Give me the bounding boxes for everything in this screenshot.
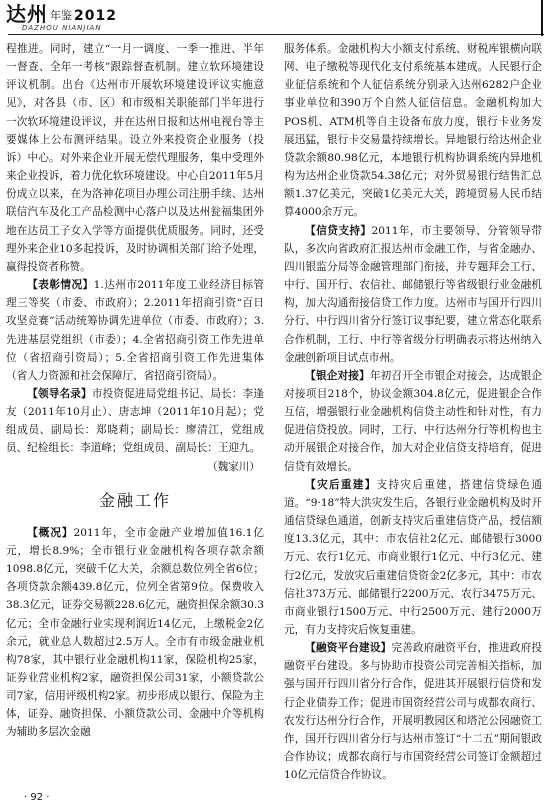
logo-title: 达州	[6, 2, 48, 26]
header-edge-bar	[541, 0, 543, 36]
page-header	[0, 0, 549, 36]
paragraph-text: 1.达州市2011年度工业经济目标管理三等奖（市委、市政府）；2.2011年招商引资“百日攻坚竞赛”活动统筹协调先进单位（市委、市政府）；3.先进基层党组织（市委）；4.全省招商引资工作先进单位（省招商引资局）；5.全省招商引资工作先进集体（省人力资源和社会保障厅、省招商引资局）。	[6, 279, 264, 382]
right-column	[284, 40, 542, 784]
paragraph-tag: 【领导名录】	[27, 387, 92, 400]
paragraph-tag: 【灾后重建】	[305, 478, 377, 491]
paragraph-credit	[284, 222, 542, 367]
paragraph-tag: 【表彰情况】	[27, 279, 94, 292]
paragraph-overview	[6, 524, 264, 742]
paragraph-text: 完善政府融资平台，推进政府投融资平台建设。多与协助市投资公司完善相关指标，加强与国开行四川省分行合作，促进其开展银行信贷和发行企业债券工作；促进市国资经营公司与成都农商行、农发行达州分行合作，开展明教园区和塔沱公园融资工作，国开行四川省分行与达州市签订“十二五”期间银政合作协议；成都农商行与市国资经营公司签订金额超过10亿元信贷合作协议。	[284, 642, 543, 782]
logo-sub: 年鉴	[50, 9, 72, 22]
paragraph-tag: 【融资平台建设】	[305, 642, 392, 655]
paragraph-text: 2011年，市主要领导、分管领导带队，多次向省政府汇报达州市金融工作，与省金融办、四川银监分局等金融管理部门衔接，并专题拜会工行、中行、国开行、农信社、邮储银行等省级银行业金融机构，加大沟通衔接信贷工作力度。达州市与国开行四川分行、中行四川省分行签订议事纪要，建立常态化联系合作机制，工行、中行等省级分行明确表示将达州纳入金融创新项目试点市州。	[284, 224, 543, 364]
paragraph-awards	[6, 276, 264, 385]
paragraph-bank-enterprise	[284, 367, 542, 476]
header-rule	[8, 34, 544, 35]
left-column	[6, 40, 264, 742]
paragraph-text: 年初召开全市银企对接会，达成银企对接项目218个，协议金额304.8亿元，促进银企合作互信，增强银行业金融机构信贷主动性和针对性，有力促进信贷投放。同时，工行、中行达州分行等机构也主动开展银企对接合作，加大对企业信贷支持培育，促进信贷有效增长。	[284, 369, 543, 473]
page-number: · 92 ·	[24, 792, 50, 803]
paragraph-tag: 【信贷支持】	[305, 224, 372, 237]
paragraph-financing	[284, 639, 542, 784]
author-signature: （魏家川）	[207, 460, 260, 473]
paragraph-reconstruction	[284, 476, 542, 639]
paragraph: 程推进。同时，建立“一月一调度、一季一推进、半年一督查、全年一考核”跟踪督查机制。建立软环境建设评议机制。出台《达州市开展软环境建设评议实施意见》，对各县（市、区）和市级相关职能部门半年进行一次软环境建设评议，并在达州日报和达州电视台等主要媒体上公布测评结果。设立外来投资企业服务（投诉）中心。对外来企业开展无偿代理服务，集中受理外来企业投诉，着力优化软环境建设。中心自2011年5月份成立以来，在为洛神花项目办理公司注册手续、达州联信汽车及化工产品检测中心落户以及达州瓮福集团外地在达员工子女入学等方面提供优质服务。同时，还受理外来企业10多起投诉，及时协调相关部门给予处理，赢得投资者称赞。	[6, 43, 264, 273]
paragraph-tag: 【银企对接】	[305, 369, 370, 382]
paragraph-tag: 【概况】	[27, 526, 74, 539]
section-title: 金融工作	[98, 490, 171, 510]
paragraph-text: 支持灾后重建，搭建信贷绿色通道。“9·18”特大洪灾发生后，各银行业金融机构及时开通信贷绿色通道，创新支持灾后重建信贷产品，授信额度13.3亿元，其中：市农信社2亿元、邮储银行3000万元、农行1亿元、市商业银行1亿元、中行3亿元、建行2亿元，发放灾后重建信贷资金2亿多元，其中：市农信社373万元、邮储银行2200万元、农行3475万元、市商业银行1500万元、中行2500万元、建行2000万元，有力支持灾后恢复重建。	[284, 478, 542, 636]
paragraph: 服务体系。金融机构大小额支付系统、财税库银横向联网、电子缴税等现代化支付系统基本建成。人民银行企业征信系统和个人征信系统分别录入达州6282户企业事业单位和390万个自然人征信信息。金融机构加大POS机、ATM机等自主设备布放力度，银行卡业务发展迅猛，银行卡交易量持续增长。异地银行给达州企业贷款余额80.98亿元，本地银行机构协调系统内异地机构为达州企业贷款54.38亿元；对外贸易银行结售汇总额1.37亿美元，突破1亿美元大关，跨境贸易人民币结算4000余万元。	[284, 43, 542, 219]
logo-year: 2012	[74, 8, 117, 24]
logo-pinyin: DAZHOU NIANJIAN	[22, 24, 102, 32]
paragraph-text: 2011年，全市金融产业增加值16.1亿元，增长8.9%；全市银行业金融机构各项存款余额1098.8亿元，突破千亿大关，余额总数位列全省6位；各项贷款余额439.8亿元，位列全省第9位。保费收入38.3亿元，证券交易额228.6亿元，融资担保余额30.3亿元；全市金融行业实现利润近14亿元，上缴税金2亿余元，就业总人数超过2.5万人。全市有市级金融业机构78家，其中银行业金融机构11家，保险机构25家，证券业营业机构2家，融资担保公司31家，小额贷款公司7家，信用评级机构2家。初步形成以银行、保险为主体，证券、融资担保、小额贷款公司、金融中介等机构为辅助多层次金融	[6, 526, 265, 739]
paragraph-text: 市投资促进局党组书记、局长：李逢友（2011年10月止）、唐志坤（2011年10月起）；党组成员、副局长：郑晓莉；副局长：廖清江，党组成员、纪检组长：李道峰；党组成员、副局长：王迎九。	[6, 387, 265, 455]
paragraph-leaders	[6, 385, 264, 458]
